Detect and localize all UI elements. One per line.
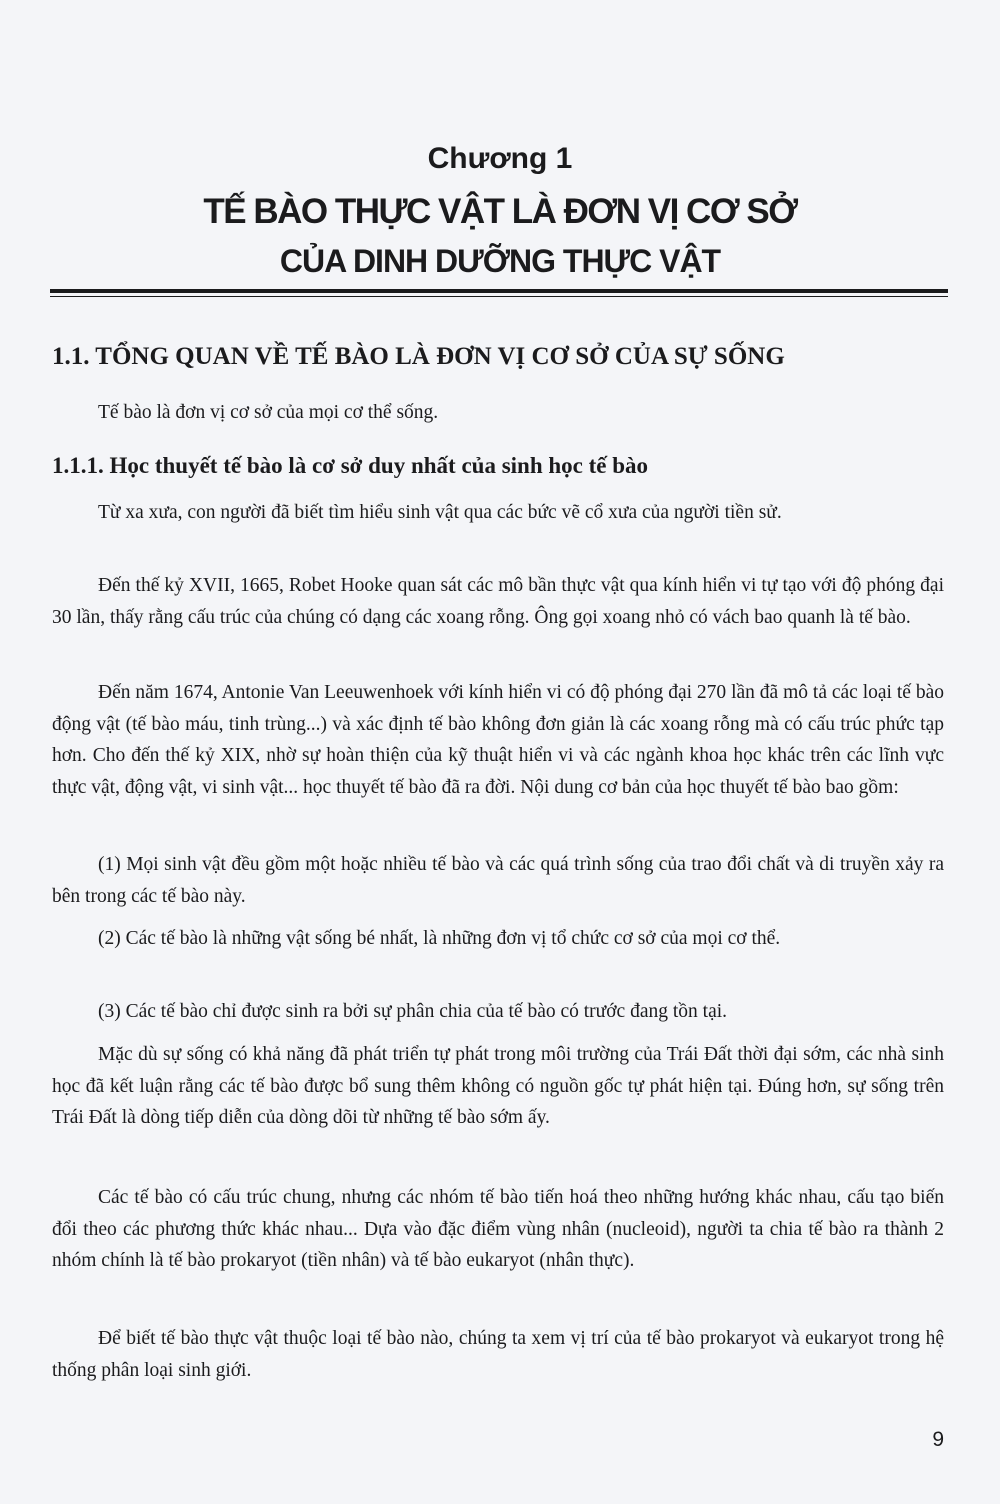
body-paragraph: Từ xa xưa, con người đã biết tìm hiểu sinh vật qua các bức vẽ cổ xưa của người tiền sử. <box>98 502 782 523</box>
page-number: 9 <box>932 1428 944 1451</box>
section-heading-1-1-1: 1.1.1. Học thuyết tế bào là cơ sở duy nhất của sinh học tế bào <box>52 453 649 478</box>
section-heading-1-1: 1.1. TỔNG QUAN VỀ TẾ BÀO LÀ ĐƠN VỊ CƠ SỞ CỦA SỰ SỐNG <box>52 343 785 370</box>
body-paragraph: Đến năm 1674, Antonie Van Leeuwenhoek với kính hiển vi có độ phóng đại 270 lần đã mô tả các loại tế bào động vật (tế bào máu, tinh trùng...) và xác định tế bào không đơn giản là các xoang rỗng mà có cấu trúc phức tạp hơn. Cho đến thế kỷ XIX, nhờ sự hoàn thiện của kỹ thuật hiển vi và các ngành khoa học khác trên các lĩnh vực thực vật, động vật, vi sinh vật... học thuyết tế bào đã ra đời. Nội dung cơ bản của học thuyết tế bào bao gồm: <box>52 682 944 798</box>
chapter-divider-thin <box>50 296 948 297</box>
body-paragraph: (3) Các tế bào chỉ được sinh ra bởi sự phân chia của tế bào có trước đang tồn tại. <box>98 1001 728 1022</box>
body-paragraph: Mặc dù sự sống có khả năng đã phát triển tự phát trong môi trường của Trái Đất thời đại sớm, các nhà sinh học đã kết luận rằng các tế bào được bổ sung thêm không có nguồn gốc tự phát hiện tại. Đúng hơn, sự sống trên Trái Đất là dòng tiếp diễn của dòng dõi từ những tế bào sớm ấy. <box>52 1044 944 1128</box>
section-intro-paragraph: Tế bào là đơn vị cơ sở của mọi cơ thể sống. <box>98 402 439 423</box>
body-paragraph: Để biết tế bào thực vật thuộc loại tế bào nào, chúng ta xem vị trí của tế bào prokaryot và eukaryot trong hệ thống phân loại sinh giới. <box>52 1328 944 1381</box>
chapter-title-line-2: CỦA DINH DƯỠNG THỰC VẬT <box>279 243 721 279</box>
chapter-label: Chương 1 <box>427 142 573 175</box>
body-paragraph: (2) Các tế bào là những vật sống bé nhất, là những đơn vị tổ chức cơ sở của mọi cơ thể. <box>98 928 781 949</box>
body-paragraph: (1) Mọi sinh vật đều gồm một hoặc nhiều tế bào và các quá trình sống của trao đổi chất và di truyền xảy ra bên trong các tế bào này. <box>52 854 944 907</box>
chapter-title-line-1: TẾ BÀO THỰC VẬT LÀ ĐƠN VỊ CƠ SỞ <box>203 192 797 231</box>
body-paragraph: Đến thế kỷ XVII, 1665, Robet Hooke quan sát các mô bần thực vật qua kính hiển vi tự tạo với độ phóng đại 30 lần, thấy rằng cấu trúc của chúng có dạng các xoang rỗng. Ông gọi xoang nhỏ có vách bao quanh là tế bào. <box>52 575 944 628</box>
body-paragraph: Các tế bào có cấu trúc chung, nhưng các nhóm tế bào tiến hoá theo những hướng khác nhau, cấu tạo biến đổi theo các phương thức khác nhau... Dựa vào đặc điểm vùng nhân (nucleoid), người ta chia tế bào ra thành 2 nhóm chính là tế bào prokaryot (tiền nhân) và tế bào eukaryot (nhân thực). <box>52 1187 944 1271</box>
chapter-divider-thick <box>50 289 948 293</box>
